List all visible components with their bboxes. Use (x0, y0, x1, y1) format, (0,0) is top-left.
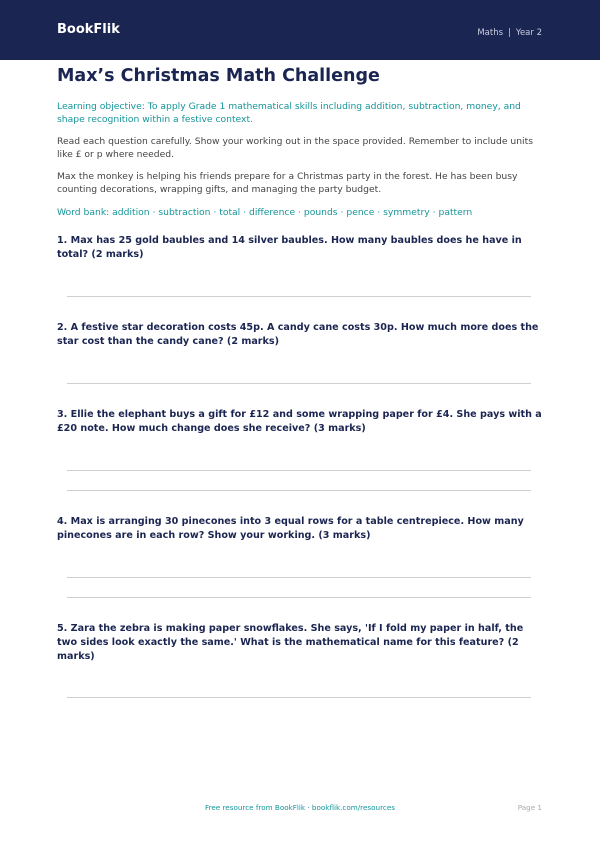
question-item (57, 321, 543, 408)
answer-space[interactable] (67, 262, 531, 321)
year-label: Year 2 (515, 28, 542, 38)
question-text: 1. Max has 25 gold baubles and 14 silver baubles. How many baubles does he have in total? (2 marks) (57, 235, 522, 260)
question-item (57, 622, 543, 708)
answer-line (67, 697, 531, 698)
answer-space[interactable] (67, 436, 531, 515)
question-text: 3. Ellie the elephant buys a gift for £12 and some wrapping paper for £4. She pays with a £20 note. How much change does she receive? (3 marks) (57, 409, 542, 434)
story-text: Max the monkey is helping his friends prepare for a Christmas party in the forest. He has been busy counting decorations, wrapping gifts, and managing the party budget. (57, 171, 518, 195)
question-item (57, 234, 543, 321)
answer-space[interactable] (67, 543, 531, 622)
question-item (57, 408, 543, 515)
answer-space[interactable] (67, 664, 531, 708)
answer-line (67, 597, 531, 598)
worksheet-content (57, 65, 543, 708)
word-bank: Word bank: addition · subtraction · total · difference · pounds · pence · symmetry · pattern (57, 207, 473, 218)
answer-line (67, 296, 531, 297)
page-number: Page 1 (517, 803, 542, 812)
brand-logo: BookFlik (57, 22, 120, 37)
answer-line (67, 383, 531, 384)
page-footer (0, 802, 600, 816)
answer-space[interactable] (67, 349, 531, 408)
learning-objective: Learning objective: To apply Grade 1 mathematical skills including addition, subtraction, money, and shape recognition within a festive context. (57, 101, 521, 125)
instructions-text: Read each question carefully. Show your working out in the space provided. Remember to include units like £ or p where needed. (57, 136, 533, 160)
answer-line (67, 577, 531, 578)
header-meta (477, 27, 542, 39)
page-title: Max’s Christmas Math Challenge (57, 66, 380, 86)
header-separator: | (508, 28, 511, 38)
question-text: 2. A festive star decoration costs 45p. A candy cane costs 30p. How much more does the star cost than the candy cane? (2 marks) (57, 322, 539, 347)
question-item (57, 515, 543, 622)
question-text: 5. Zara the zebra is making paper snowflakes. She says, 'If I fold my paper in half, the two sides look exactly the same.' What is the mathematical name for this feature? (2 marks) (57, 623, 524, 662)
subject-label: Maths (477, 28, 504, 38)
footer-credit: Free resource from BookFlik · bookflik.com/resources (204, 803, 396, 812)
answer-line (67, 470, 531, 471)
answer-line (67, 490, 531, 491)
question-text: 4. Max is arranging 30 pinecones into 3 equal rows for a table centrepiece. How many pinecones are in each row? Show your working. (3 marks) (57, 516, 524, 541)
header-bar (0, 0, 600, 60)
question-list (57, 234, 543, 708)
